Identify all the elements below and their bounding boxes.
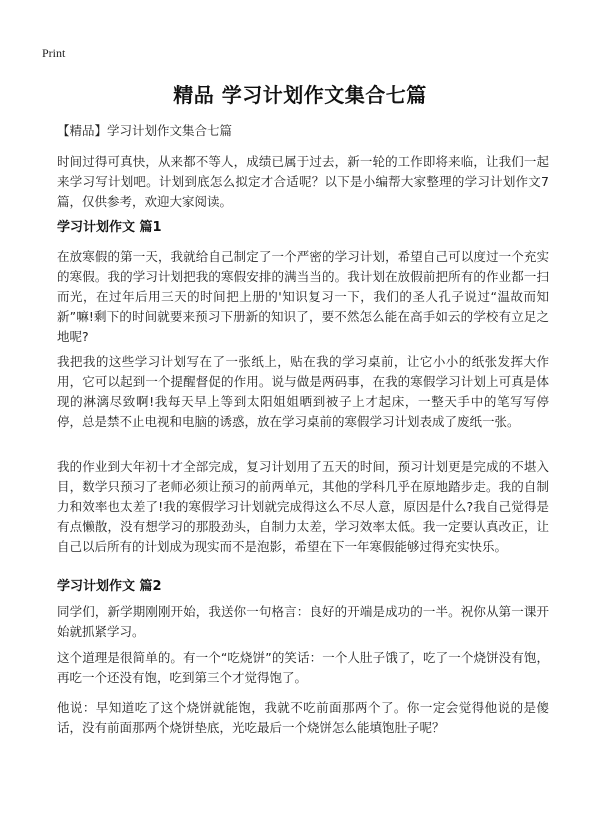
print-link[interactable]: Print bbox=[42, 46, 66, 60]
section1-paragraph-2: 我把我的这些学习计划写在了一张纸上，贴在我的学习桌前，让它小小的纸张发挥大作用，它可以起到一个提醒督促的作用。说与做是两码事，在我的寒假学习计划上可真是体现的淋漓尽致啊!我每天早上等到太阳姐姐晒到被子上才起床，一整天手中的笔写写停停，总是禁不止电视和电脑的诱惑，放在学习桌前的寒假学习计划表成了废纸一张。 bbox=[57, 354, 549, 429]
page-title: 精品 学习计划作文集合七篇 bbox=[173, 83, 427, 107]
intro-paragraph: 时间过得可真快，从来都不等人，成绩已属于过去，新一轮的工作即将来临，让我们一起来学习写计划吧。计划到底怎么拟定才合适呢？以下是小编帮大家整理的学习计划作文7篇，仅供参考，欢迎大家阅读。 bbox=[57, 154, 549, 209]
section-heading-1: 学习计划作文 篇1 bbox=[57, 220, 162, 235]
section2-paragraph-1: 同学们，新学期刚刚开始，我送你一句格言：良好的开端是成功的一半。祝你从第一课开始就抓紧学习。 bbox=[57, 604, 549, 639]
section-heading-2: 学习计划作文 篇2 bbox=[57, 579, 162, 594]
section2-paragraph-3: 他说：早知道吃了这个烧饼就能饱，我就不吃前面那两个了。你一定会觉得他说的是傻话，没有前面那两个烧饼垫底，光吃最后一个烧饼怎么能填饱肚子呢？ bbox=[57, 700, 549, 735]
section2-paragraph-2: 这个道理是很简单的。有一个“吃烧饼”的笑话：一个人肚子饿了，吃了一个烧饼没有饱，再吃一个还没有饱，吃到第三个才觉得饱了。 bbox=[57, 650, 549, 685]
section1-paragraph-1: 在放寒假的第一天，我就给自己制定了一个严密的学习计划，希望自己可以度过一个充实的寒假。我的学习计划把我的寒假安排的满当当的。我计划在放假前把所有的作业都一扫而光，在过年后用三天的时间把上册的'知识复习一下，我们的圣人孔子说过“温故而知新”嘛!剩下的时间就要来预习下册新的知识了，要不然怎么能在高手如云的学校有立足之地呢? bbox=[57, 249, 549, 344]
document-subtitle: 【精品】学习计划作文集合七篇 bbox=[57, 123, 233, 138]
section1-paragraph-3: 我的作业到大年初十才全部完成，复习计划用了五天的时间，预习计划更是完成的不堪入目，数学只预习了老师必须让预习的前两单元，其他的学科几乎在原地踏步走。我的自制力和效率也太差了!我的寒假学习计划就完成得这么不尽人意，原因是什么?我自己觉得是有点懒散，没有想学习的那股劲头，自制力太差，学习效率太低。我一定要认真改正，让自己以后所有的计划成为现实而不是泡影，希望在下一年寒假能够过得充实快乐。 bbox=[57, 459, 549, 554]
